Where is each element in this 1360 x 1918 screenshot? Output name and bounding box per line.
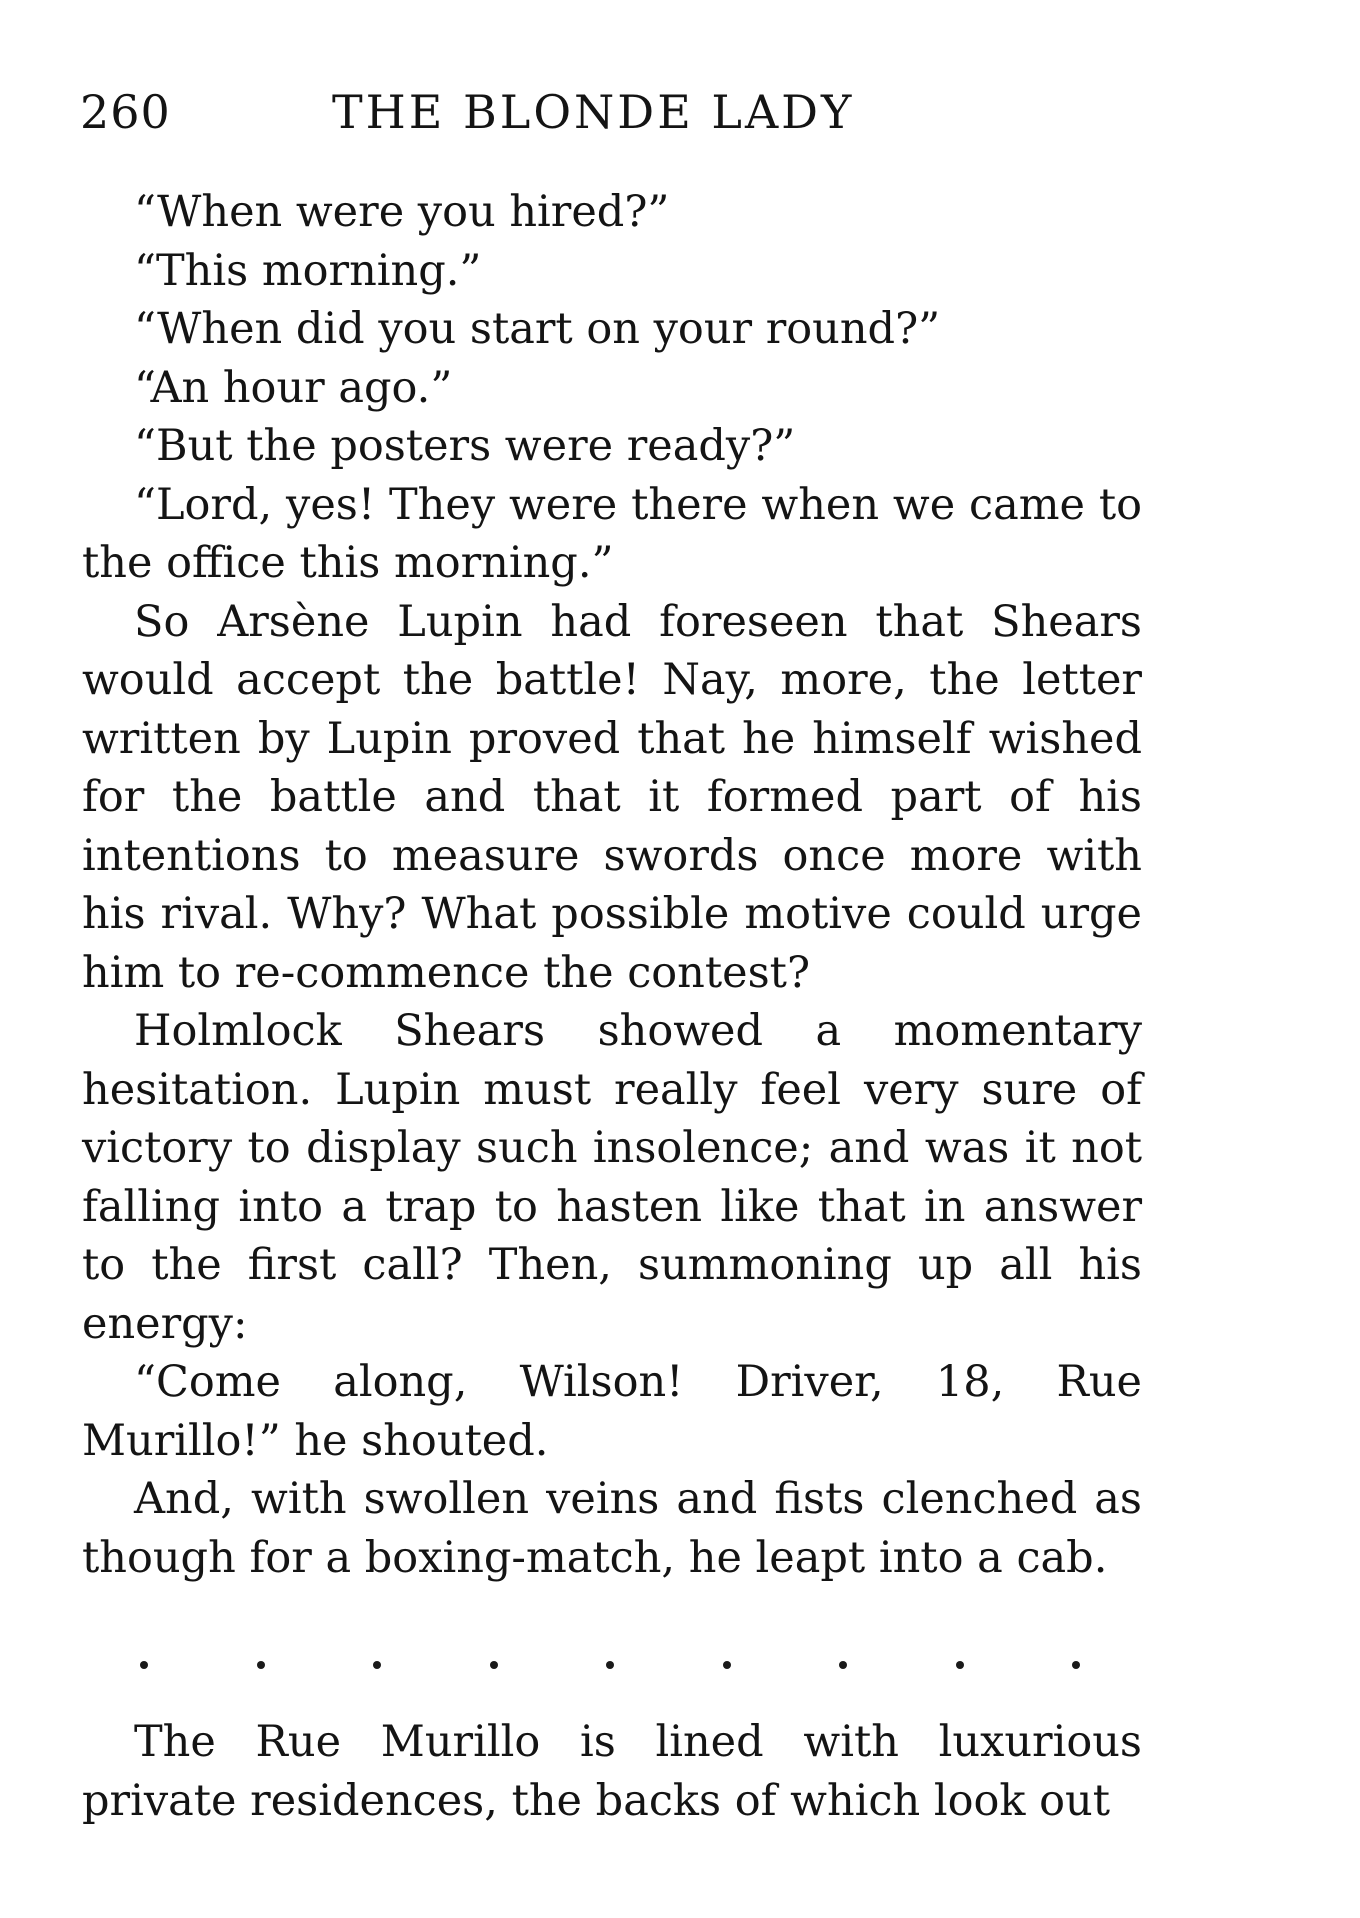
section-break-dot [1072, 1661, 1080, 1669]
paragraph: Holmlock Shears showed a momentary hesitation. Lupin must really feel very sure of victory to display such insolence; and was it not falling into a trap to hasten like that in answer to the first call? Then, summoning up all his energy: [82, 1006, 1142, 1349]
paragraph: “When did you start on your round?” [134, 304, 941, 354]
section-break-dot [956, 1661, 964, 1669]
paragraph: “Lord, yes! They were there when we came to the office this morning.” [82, 479, 1142, 588]
paragraph: The Rue Murillo is lined with luxurious private residences, the backs of which look out [82, 1717, 1142, 1826]
section-break-dot [257, 1661, 265, 1669]
section-break-dot [490, 1661, 498, 1669]
paragraph: “But the posters were ready?” [134, 421, 796, 471]
paragraph: “Come along, Wilson! Driver, 18, Rue Murillo!” he shouted. [82, 1357, 1142, 1466]
running-head [80, 82, 1140, 142]
section-break-dot [723, 1661, 731, 1669]
body-text-after-break [82, 1713, 1142, 1830]
section-break-dot [373, 1661, 381, 1669]
section-break-dot [140, 1661, 148, 1669]
section-break-dot [839, 1661, 847, 1669]
paragraph: And, with swollen veins and fists clenched as though for a boxing-match, he leapt into a cab. [82, 1474, 1142, 1583]
running-title: THE BLONDE LADY [332, 85, 855, 139]
page-number: 260 [80, 85, 171, 139]
section-break [140, 1645, 1080, 1685]
paragraph: “An hour ago.” [134, 362, 453, 413]
section-break-dot [606, 1661, 614, 1669]
paragraph: So Arsène Lupin had foreseen that Shears would accept the battle! Nay, more, the letter written by Lupin proved that he himself wished for the battle and that it formed part of his intentions to measure swords once more with his rival. Why? What possible motive could urge him to re-commence the contest? [82, 596, 1142, 998]
paragraph: “This morning.” [134, 245, 482, 296]
paragraph: “When were you hired?” [134, 187, 670, 237]
body-text [82, 183, 1142, 1587]
